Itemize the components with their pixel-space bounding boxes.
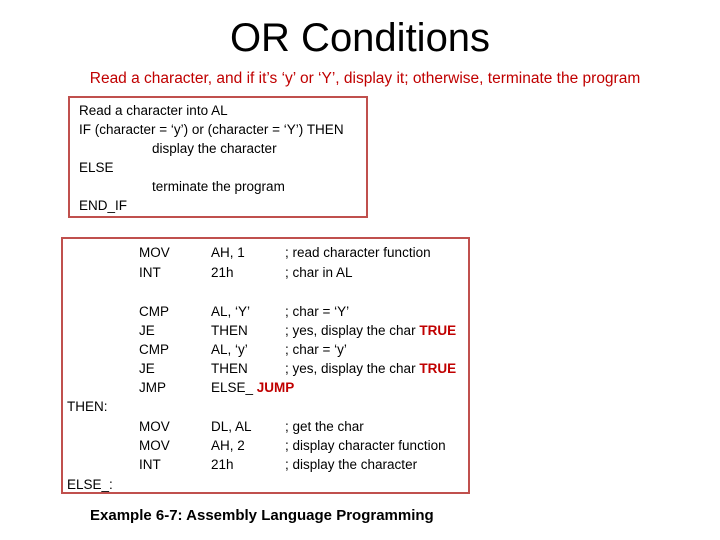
asm-opcode: MOV — [139, 245, 170, 260]
asm-opcode: CMP — [139, 304, 169, 319]
asm-comment-text: ; yes, display the char — [285, 361, 416, 376]
highlight-label: JUMP — [253, 380, 295, 395]
pseudocode-line: display the character — [152, 141, 277, 156]
asm-operand — [211, 265, 234, 281]
asm-comment-text: ; yes, display the char — [285, 323, 416, 338]
asm-operand — [211, 438, 245, 454]
asm-operand-text: AH, 1 — [211, 245, 245, 260]
asm-comment — [285, 438, 446, 454]
pseudocode-line: IF (character = ‘y’) or (character = ‘Y’) THEN — [79, 122, 344, 137]
asm-opcode: MOV — [139, 419, 170, 434]
slide-subtitle: Read a character, and if it’s ‘y’ or ‘Y’, display it; otherwise, terminate the program — [89, 70, 641, 87]
asm-comment-text: ; char = ‘Y’ — [285, 304, 350, 319]
asm-operand-text: AL, ‘y’ — [211, 342, 248, 357]
asm-operand — [211, 323, 248, 339]
pseudocode-line: ELSE — [79, 160, 114, 175]
asm-opcode: JE — [139, 323, 155, 338]
asm-comment-text: ; get the char — [285, 419, 364, 434]
asm-opcode: JMP — [139, 380, 166, 395]
asm-operand-text: AL, ‘Y’ — [211, 304, 251, 319]
asm-opcode: INT — [139, 265, 161, 280]
asm-comment — [285, 419, 364, 435]
slide-title: OR Conditions — [229, 16, 491, 60]
asm-comment — [285, 265, 353, 281]
asm-comment — [285, 304, 349, 320]
asm-opcode: INT — [139, 457, 161, 472]
highlight-label: TRUE — [415, 361, 457, 376]
asm-operand-text: 21h — [211, 265, 234, 280]
pseudocode-line: terminate the program — [152, 179, 285, 194]
asm-operand — [211, 304, 250, 320]
asm-operand — [211, 342, 248, 358]
asm-operand — [211, 380, 294, 396]
asm-comment — [285, 457, 417, 473]
asm-comment-text: ; char in AL — [285, 265, 353, 280]
asm-operand — [211, 457, 234, 473]
asm-opcode: JE — [139, 361, 155, 376]
asm-comment — [285, 342, 347, 358]
then-label: THEN: — [67, 399, 108, 414]
asm-operand-text: ELSE_ — [211, 380, 254, 395]
caption: Example 6-7: Assembly Language Programming — [90, 507, 434, 524]
asm-comment — [285, 245, 431, 261]
asm-operand — [211, 419, 252, 435]
else-label: ELSE_: — [67, 477, 113, 492]
asm-comment — [285, 323, 456, 339]
asm-comment-text: ; read character function — [285, 245, 431, 260]
pseudocode-line: END_IF — [79, 198, 128, 213]
asm-comment-text: ; char = ‘y’ — [285, 342, 347, 357]
asm-operand-text: DL, AL — [211, 419, 252, 434]
asm-comment — [285, 361, 456, 377]
asm-operand — [211, 245, 245, 261]
asm-opcode: CMP — [139, 342, 169, 357]
asm-operand-text: THEN — [211, 361, 248, 376]
pseudocode-line: Read a character into AL — [79, 103, 228, 118]
asm-operand-text: AH, 2 — [211, 438, 245, 453]
asm-operand-text: 21h — [211, 457, 234, 472]
asm-comment-text: ; display the character — [285, 457, 418, 472]
asm-opcode: MOV — [139, 438, 170, 453]
asm-operand-text: THEN — [211, 323, 248, 338]
highlight-label: TRUE — [415, 323, 457, 338]
asm-comment-text: ; display character function — [285, 438, 446, 453]
asm-operand — [211, 361, 248, 377]
